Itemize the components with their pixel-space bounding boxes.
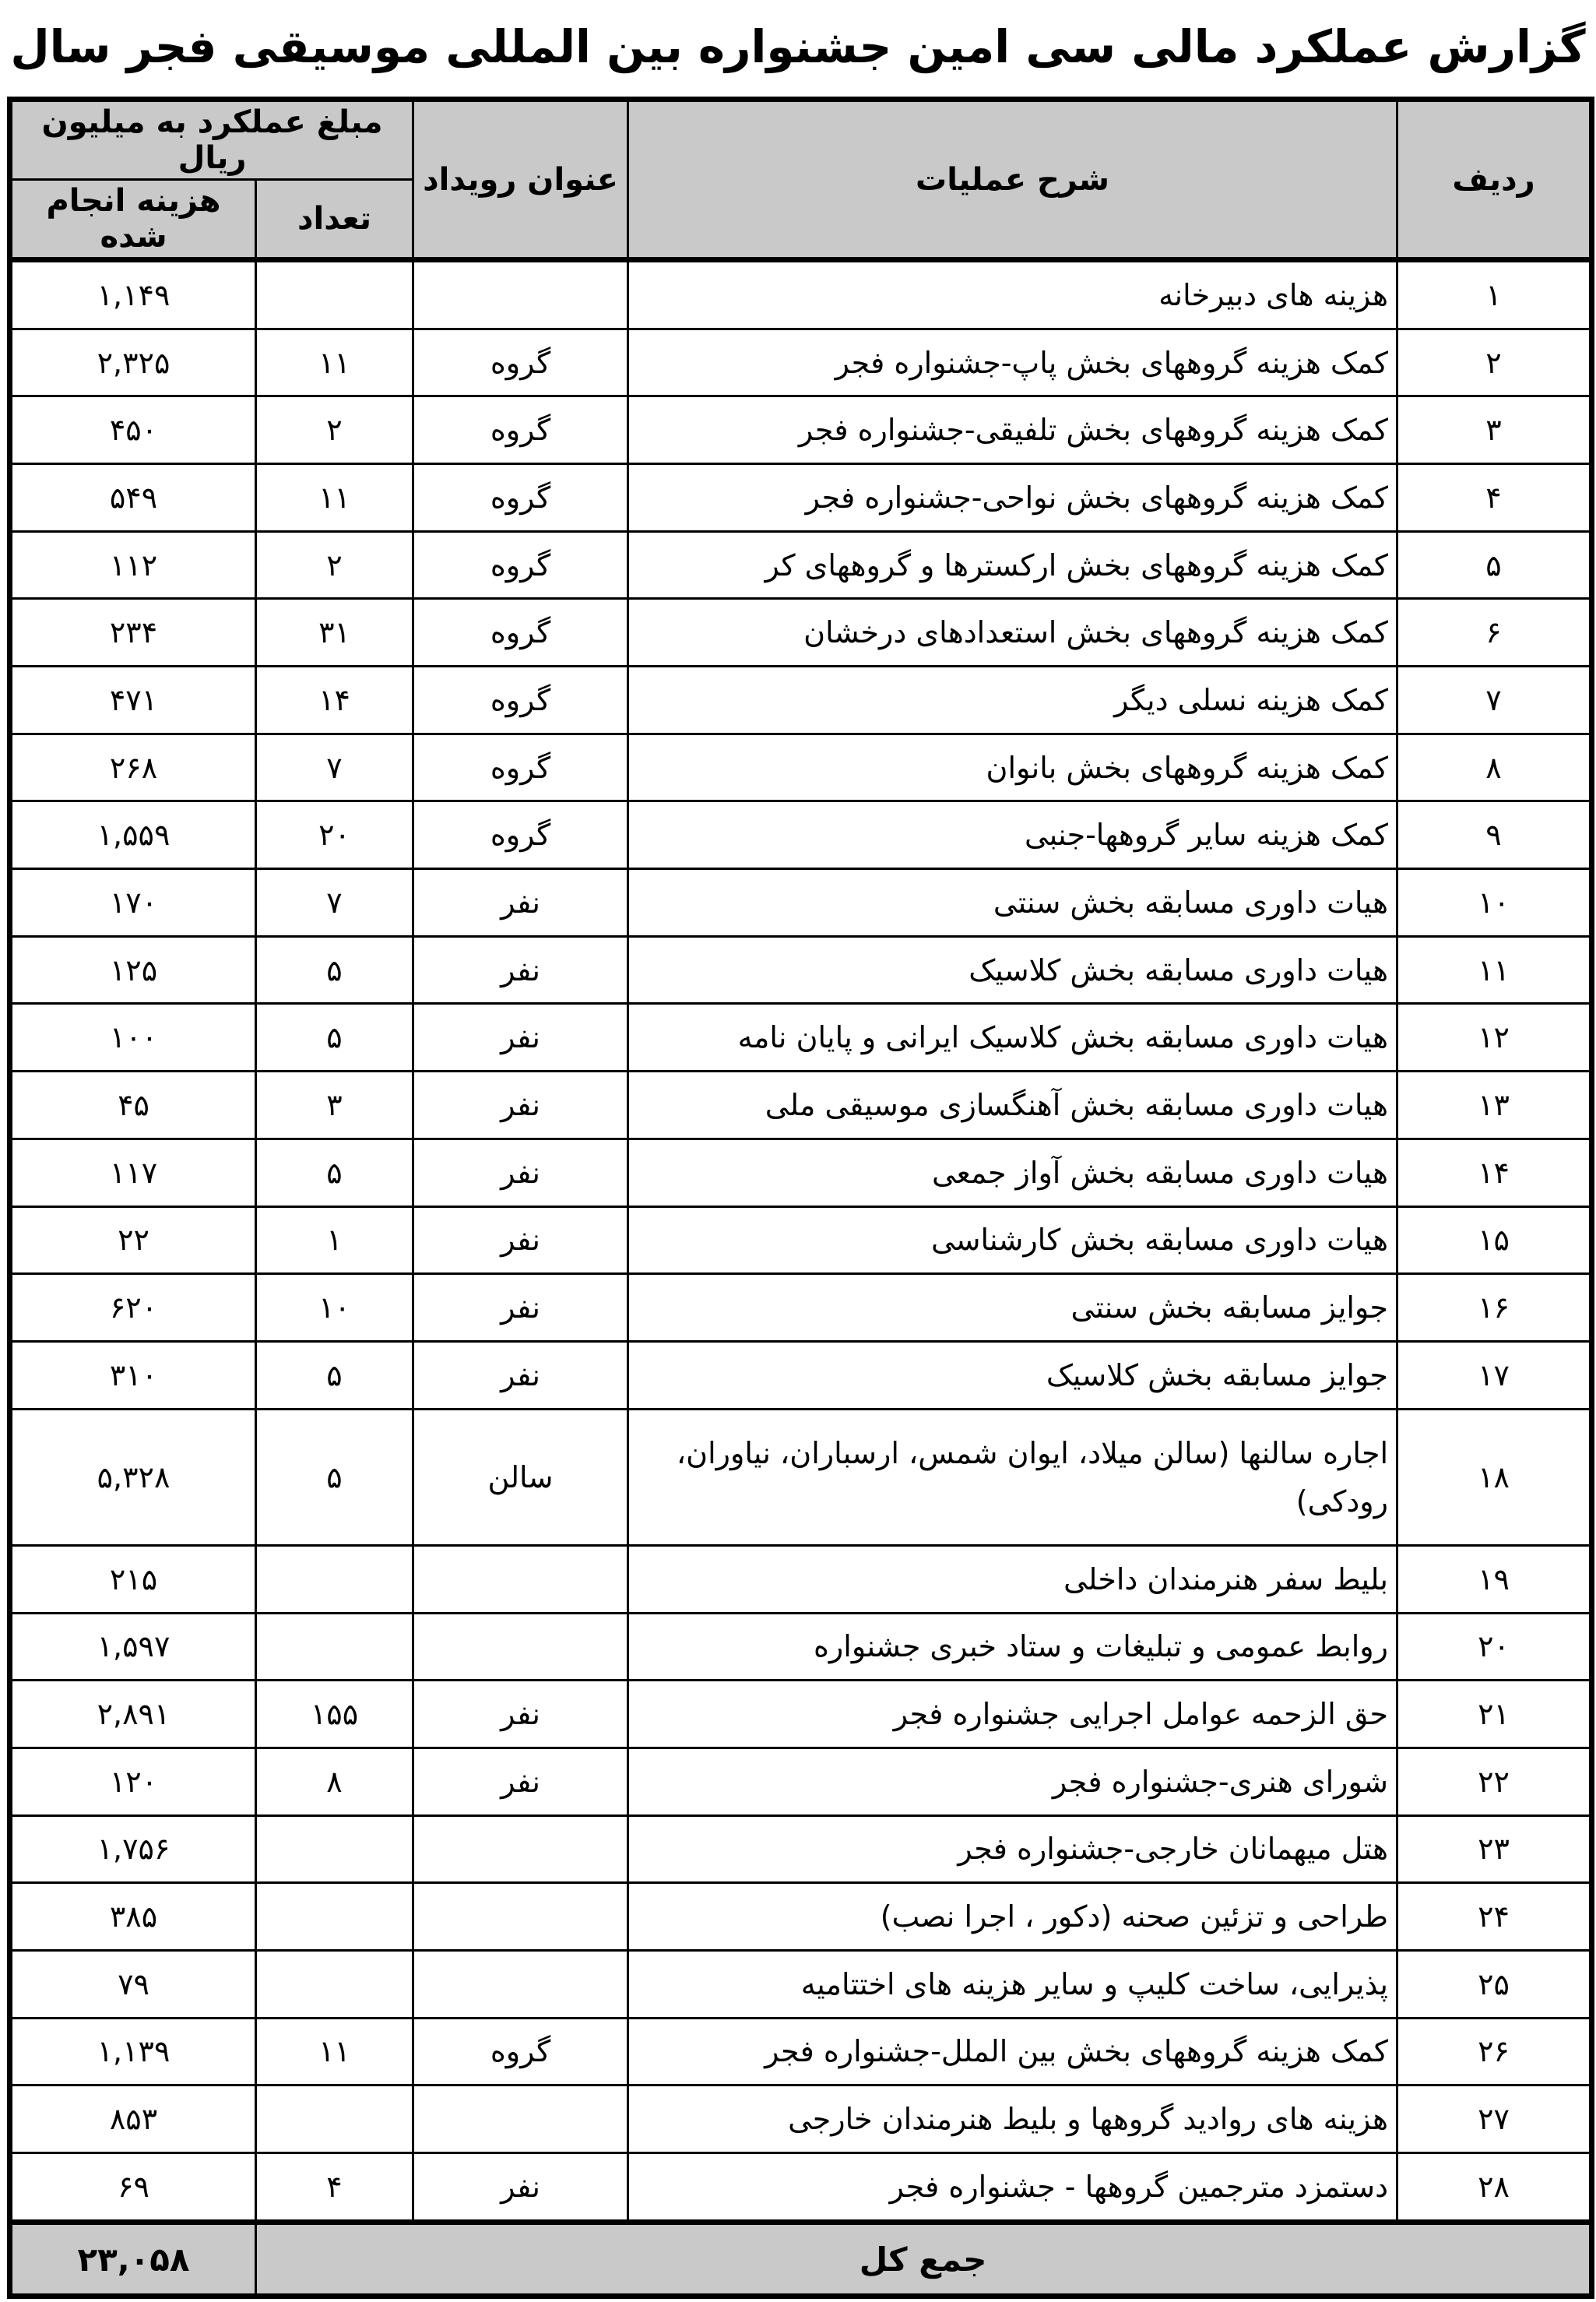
table-row: [10, 1072, 1592, 1139]
description-cell: دستمزد مترجمین گروهها - جشنواره فجر: [628, 2153, 1397, 2223]
row-number-cell: ۸: [1397, 734, 1592, 801]
cost-cell: ۲۳۴: [10, 599, 256, 667]
table-header: [10, 100, 1592, 260]
row-number-cell: ۲: [1397, 329, 1592, 396]
count-cell: ۱۰: [256, 1274, 413, 1342]
count-cell: [256, 2086, 413, 2153]
event-title-cell: [413, 1613, 628, 1681]
cost-cell: ۲۶۸: [10, 734, 256, 801]
row-number-cell: ۲۰: [1397, 1613, 1592, 1681]
row-number-cell: ۲۱: [1397, 1681, 1592, 1748]
description-cell: هتل میهمانان خارجی-جشنواره فجر: [628, 1815, 1397, 1883]
cost-cell: ۱,۵۹۷: [10, 1613, 256, 1681]
row-number-cell: ۲۶: [1397, 2018, 1592, 2086]
event-title-cell: نفر: [413, 1681, 628, 1748]
description-cell: کمک هزینه گروههای بخش تلفیقی-جشنواره فجر: [628, 396, 1397, 464]
description-cell: هیات داوری مسابقه بخش آهنگسازی موسیقی ملی: [628, 1072, 1397, 1139]
row-number-cell: ۲۲: [1397, 1748, 1592, 1815]
row-number-cell: ۴: [1397, 464, 1592, 532]
header-amount-group: مبلغ عملکرد به میلیون ریال: [10, 100, 413, 180]
count-cell: [256, 1613, 413, 1681]
description-cell: هیات داوری مسابقه بخش کلاسیک: [628, 936, 1397, 1004]
table-row: [10, 396, 1592, 464]
count-cell: ۵: [256, 1409, 413, 1545]
cost-cell: ۲,۳۲۵: [10, 329, 256, 396]
header-description: شرح عملیات: [628, 100, 1397, 260]
total-row: [10, 2223, 1592, 2297]
description-cell: هیات داوری مسابقه بخش سنتی: [628, 869, 1397, 937]
cost-cell: ۳۱۰: [10, 1341, 256, 1409]
table-row: [10, 1950, 1592, 2018]
event-title-cell: سالن: [413, 1409, 628, 1545]
cost-cell: ۱۱۷: [10, 1139, 256, 1206]
row-number-cell: ۳: [1397, 396, 1592, 464]
row-number-cell: ۱۸: [1397, 1409, 1592, 1545]
count-cell: ۵: [256, 1139, 413, 1206]
count-cell: ۱۱: [256, 2018, 413, 2086]
cost-cell: ۲,۸۹۱: [10, 1681, 256, 1748]
description-cell: بلیط سفر هنرمندان داخلی: [628, 1545, 1397, 1613]
cost-cell: ۱,۷۵۶: [10, 1815, 256, 1883]
table-row: [10, 599, 1592, 667]
table-row: [10, 869, 1592, 937]
table-row: [10, 801, 1592, 869]
cost-cell: ۲۱۵: [10, 1545, 256, 1613]
table-body: [10, 260, 1592, 2223]
description-cell: کمک هزینه گروههای بخش ارکسترها و گروههای کر: [628, 531, 1397, 599]
cost-cell: ۱,۵۵۹: [10, 801, 256, 869]
count-cell: ۲۰: [256, 801, 413, 869]
financial-report-table: [7, 97, 1594, 2299]
row-number-cell: ۲۸: [1397, 2153, 1592, 2223]
row-number-cell: ۱۳: [1397, 1072, 1592, 1139]
description-cell: کمک هزینه گروههای بخش بانوان: [628, 734, 1397, 801]
count-cell: ۱: [256, 1206, 413, 1274]
row-number-cell: ۱۹: [1397, 1545, 1592, 1613]
table-row: [10, 1883, 1592, 1951]
event-title-cell: نفر: [413, 1004, 628, 1072]
event-title-cell: نفر: [413, 936, 628, 1004]
row-number-cell: ۹: [1397, 801, 1592, 869]
event-title-cell: گروه: [413, 734, 628, 801]
row-number-cell: ۱: [1397, 260, 1592, 329]
total-label: جمع کل: [256, 2223, 1592, 2297]
description-cell: کمک هزینه گروههای بخش نواحی-جشنواره فجر: [628, 464, 1397, 532]
event-title-cell: [413, 260, 628, 329]
count-cell: ۱۴: [256, 667, 413, 734]
cost-cell: ۸۵۳: [10, 2086, 256, 2153]
count-cell: ۸: [256, 1748, 413, 1815]
cost-cell: ۱۲۵: [10, 936, 256, 1004]
description-cell: پذیرایی، ساخت کلیپ و سایر هزینه های اختتامیه: [628, 1950, 1397, 2018]
row-number-cell: ۲۷: [1397, 2086, 1592, 2153]
table-row: [10, 531, 1592, 599]
description-cell: روابط عمومی و تبلیغات و ستاد خبری جشنواره: [628, 1613, 1397, 1681]
table-row: [10, 260, 1592, 329]
row-number-cell: ۶: [1397, 599, 1592, 667]
header-row-number: ردیف: [1397, 100, 1592, 260]
count-cell: ۱۱: [256, 329, 413, 396]
event-title-cell: گروه: [413, 2018, 628, 2086]
count-cell: [256, 1815, 413, 1883]
description-cell: هیات داوری مسابقه بخش کارشناسی: [628, 1206, 1397, 1274]
description-cell: اجاره سالنها (سالن میلاد، ایوان شمس، ارسباران، نیاوران، رودکی): [628, 1409, 1397, 1545]
description-cell: هزینه های روادید گروهها و بلیط هنرمندان خارجی: [628, 2086, 1397, 2153]
cost-cell: ۱۰۰: [10, 1004, 256, 1072]
description-cell: کمک هزینه سایر گروهها-جنبی: [628, 801, 1397, 869]
row-number-cell: ۵: [1397, 531, 1592, 599]
table-row: [10, 1613, 1592, 1681]
count-cell: ۴: [256, 2153, 413, 2223]
event-title-cell: گروه: [413, 667, 628, 734]
description-cell: جوایز مسابقه بخش کلاسیک: [628, 1341, 1397, 1409]
count-cell: ۳: [256, 1072, 413, 1139]
cost-cell: ۴۷۱: [10, 667, 256, 734]
cost-cell: ۲۲: [10, 1206, 256, 1274]
table-row: [10, 1139, 1592, 1206]
table-row: [10, 1545, 1592, 1613]
count-cell: ۲: [256, 396, 413, 464]
event-title-cell: نفر: [413, 2153, 628, 2223]
description-cell: کمک هزینه نسلی دیگر: [628, 667, 1397, 734]
event-title-cell: گروه: [413, 329, 628, 396]
event-title-cell: [413, 2086, 628, 2153]
table-row: [10, 1409, 1592, 1545]
count-cell: ۷: [256, 869, 413, 937]
table-row: [10, 734, 1592, 801]
count-cell: [256, 1883, 413, 1951]
table-row: [10, 1681, 1592, 1748]
row-number-cell: ۱۱: [1397, 936, 1592, 1004]
row-number-cell: ۱۰: [1397, 869, 1592, 937]
header-cost: هزینه انجام شده: [10, 180, 256, 260]
event-title-cell: نفر: [413, 1341, 628, 1409]
table-row: [10, 329, 1592, 396]
table-row: [10, 464, 1592, 532]
table-row: [10, 2153, 1592, 2223]
cost-cell: ۳۸۵: [10, 1883, 256, 1951]
cost-cell: ۱۷۰: [10, 869, 256, 937]
count-cell: [256, 1950, 413, 2018]
description-cell: هیات داوری مسابقه بخش آواز جمعی: [628, 1139, 1397, 1206]
event-title-cell: نفر: [413, 1072, 628, 1139]
row-number-cell: ۱۵: [1397, 1206, 1592, 1274]
event-title-cell: [413, 1815, 628, 1883]
row-number-cell: ۷: [1397, 667, 1592, 734]
description-cell: طراحی و تزئین صحنه (دکور ، اجرا نصب): [628, 1883, 1397, 1951]
event-title-cell: نفر: [413, 1139, 628, 1206]
table-row: [10, 1274, 1592, 1342]
cost-cell: ۵,۳۲۸: [10, 1409, 256, 1545]
row-number-cell: ۲۵: [1397, 1950, 1592, 2018]
count-cell: [256, 1545, 413, 1613]
count-cell: ۳۱: [256, 599, 413, 667]
event-title-cell: [413, 1545, 628, 1613]
count-cell: ۱۱: [256, 464, 413, 532]
table-row: [10, 1815, 1592, 1883]
event-title-cell: نفر: [413, 1206, 628, 1274]
cost-cell: ۶۹: [10, 2153, 256, 2223]
row-number-cell: ۱۶: [1397, 1274, 1592, 1342]
description-cell: هزینه های دبیرخانه: [628, 260, 1397, 329]
cost-cell: ۴۵۰: [10, 396, 256, 464]
header-count: تعداد: [256, 180, 413, 260]
row-number-cell: ۱۷: [1397, 1341, 1592, 1409]
description-cell: کمک هزینه گروههای بخش بین الملل-جشنواره فجر: [628, 2018, 1397, 2086]
description-cell: هیات داوری مسابقه بخش کلاسیک ایرانی و پایان نامه: [628, 1004, 1397, 1072]
event-title-cell: گروه: [413, 599, 628, 667]
event-title-cell: گروه: [413, 801, 628, 869]
description-cell: شورای هنری-جشنواره فجر: [628, 1748, 1397, 1815]
count-cell: ۵: [256, 1341, 413, 1409]
header-event-title: عنوان رویداد: [413, 100, 628, 260]
count-cell: ۵: [256, 936, 413, 1004]
event-title-cell: [413, 1883, 628, 1951]
cost-cell: ۱۱۲: [10, 531, 256, 599]
event-title-cell: نفر: [413, 1748, 628, 1815]
event-title-cell: گروه: [413, 531, 628, 599]
table-row: [10, 1004, 1592, 1072]
count-cell: ۱۵۵: [256, 1681, 413, 1748]
cost-cell: ۱,۱۴۹: [10, 260, 256, 329]
table-row: [10, 2086, 1592, 2153]
description-cell: کمک هزینه گروههای بخش استعدادهای درخشان: [628, 599, 1397, 667]
count-cell: [256, 260, 413, 329]
row-number-cell: ۲۳: [1397, 1815, 1592, 1883]
table-row: [10, 667, 1592, 734]
event-title-cell: [413, 1950, 628, 2018]
cost-cell: ۱۲۰: [10, 1748, 256, 1815]
row-number-cell: ۱۴: [1397, 1139, 1592, 1206]
table-footer: [10, 2223, 1592, 2297]
count-cell: ۷: [256, 734, 413, 801]
event-title-cell: گروه: [413, 396, 628, 464]
table-row: [10, 2018, 1592, 2086]
total-value: ۲۳,۰۵۸: [10, 2223, 256, 2297]
cost-cell: ۴۵: [10, 1072, 256, 1139]
event-title-cell: نفر: [413, 869, 628, 937]
cost-cell: ۱,۱۳۹: [10, 2018, 256, 2086]
description-cell: کمک هزینه گروههای بخش پاپ-جشنواره فجر: [628, 329, 1397, 396]
description-cell: جوایز مسابقه بخش سنتی: [628, 1274, 1397, 1342]
table-row: [10, 936, 1592, 1004]
row-number-cell: ۱۲: [1397, 1004, 1592, 1072]
description-cell: حق الزحمه عوامل اجرایی جشنواره فجر: [628, 1681, 1397, 1748]
page-title: گزارش عملکرد مالی سی امین جشنواره بین المللی موسیقی فجر سال: [10, 20, 1586, 73]
event-title-cell: نفر: [413, 1274, 628, 1342]
table-row: [10, 1206, 1592, 1274]
table-row: [10, 1748, 1592, 1815]
event-title-cell: گروه: [413, 464, 628, 532]
row-number-cell: ۲۴: [1397, 1883, 1592, 1951]
table-row: [10, 1341, 1592, 1409]
cost-cell: ۵۴۹: [10, 464, 256, 532]
cost-cell: ۶۲۰: [10, 1274, 256, 1342]
count-cell: ۲: [256, 531, 413, 599]
count-cell: ۵: [256, 1004, 413, 1072]
cost-cell: ۷۹: [10, 1950, 256, 2018]
